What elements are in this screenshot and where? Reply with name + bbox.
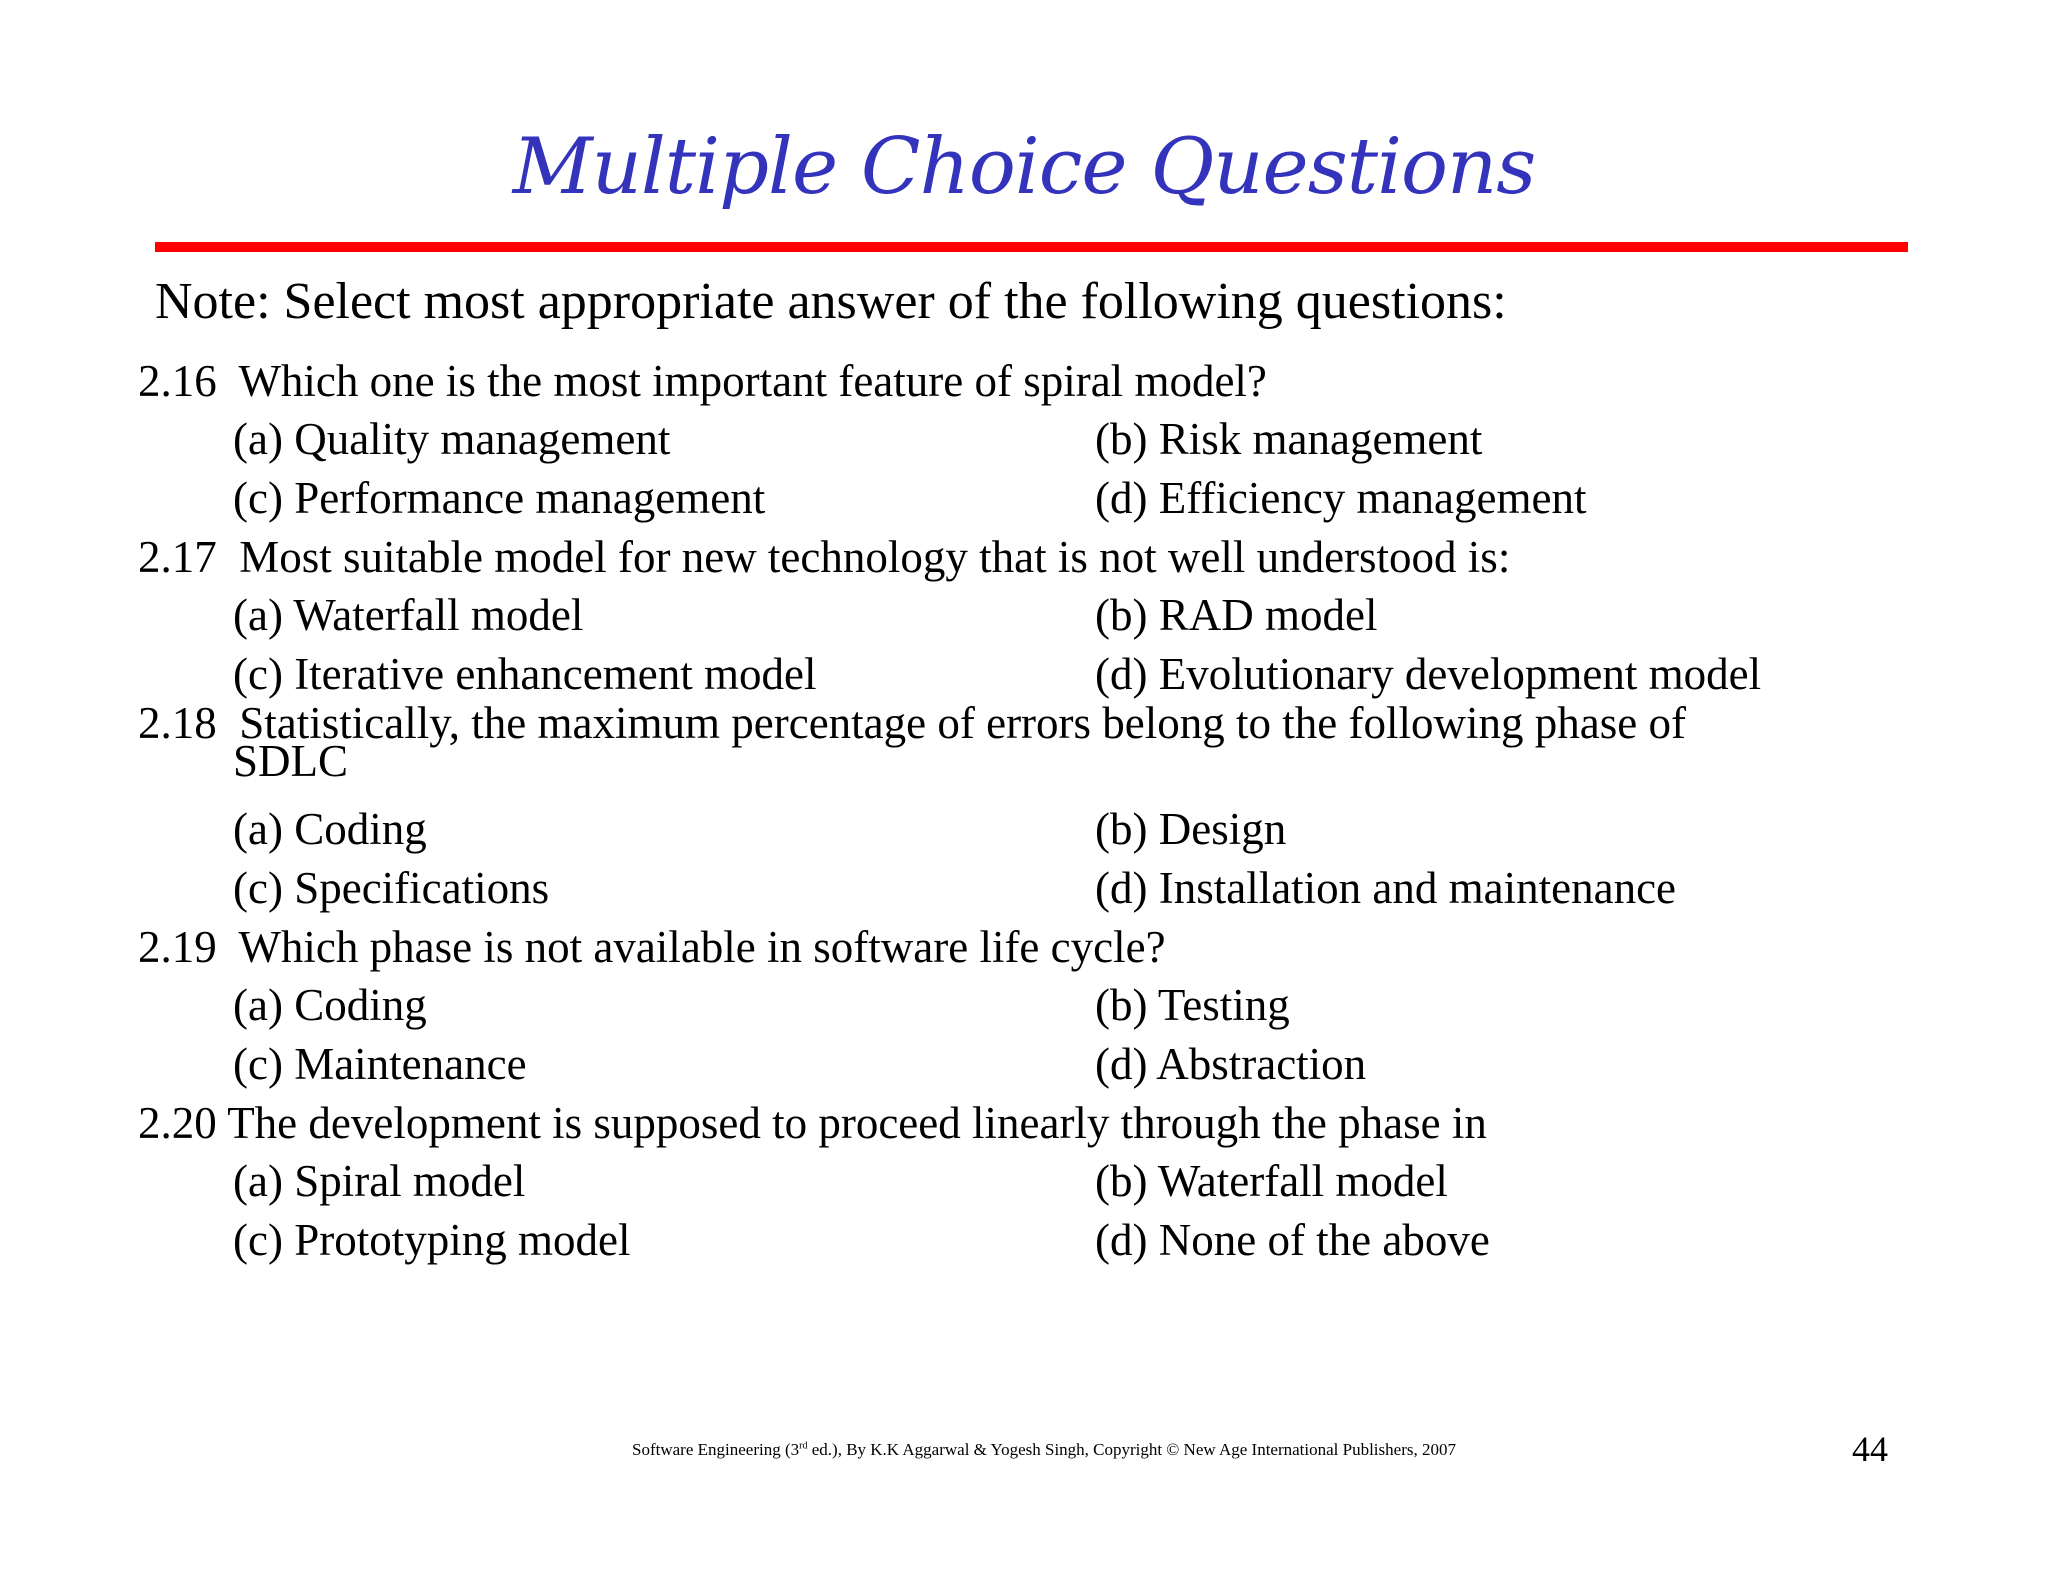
option-a[interactable]: (a) Spiral model [233, 1156, 526, 1206]
options-row [138, 800, 1938, 859]
page-number: 44 [1852, 1429, 1888, 1469]
options-row [138, 645, 1938, 704]
option-a[interactable]: (a) Quality management [233, 414, 671, 464]
option-c[interactable]: (c) Maintenance [233, 1039, 527, 1089]
footer-text: Software Engineering (3 [632, 1440, 800, 1459]
option-d[interactable]: (d) Evolutionary development model [1095, 649, 1762, 699]
question-stem [138, 1094, 1938, 1152]
option-a[interactable]: (a) Coding [233, 804, 427, 854]
question-stem [138, 528, 1938, 586]
question-text: Which one is the most important feature of spiral model? [238, 356, 1267, 406]
option-c[interactable]: (c) Prototyping model [233, 1215, 631, 1265]
options-row [138, 469, 1938, 528]
footer-superscript: rd [799, 1440, 808, 1452]
options-row [138, 1211, 1938, 1270]
option-d[interactable]: (d) Installation and maintenance [1095, 863, 1677, 913]
option-b[interactable]: (b) Waterfall model [1095, 1156, 1448, 1206]
option-b[interactable]: (b) Risk management [1095, 414, 1483, 464]
question-2-16 [138, 352, 1938, 528]
option-b[interactable]: (b) Design [1095, 804, 1287, 854]
question-text: Most suitable model for new technology that is not well understood is: [239, 532, 1511, 582]
option-c[interactable]: (c) Performance management [233, 473, 766, 523]
question-number: 2.17 [138, 532, 217, 582]
title-divider [155, 242, 1908, 252]
question-text-continued: SDLC [233, 736, 349, 786]
question-2-19 [138, 918, 1938, 1094]
options-row [138, 859, 1938, 918]
question-text: Statistically, the maximum percentage of errors belong to the following phase of [239, 698, 1686, 748]
question-stem [138, 352, 1938, 410]
footer-citation [0, 1440, 2048, 1460]
option-d[interactable]: (d) Efficiency management [1095, 473, 1587, 523]
footer-text-rest: ed.), By K.K Aggarwal & Yogesh Singh, Copyright © New Age International Publishers, 2007 [807, 1440, 1456, 1459]
options-row [138, 1152, 1938, 1211]
option-d[interactable]: (d) Abstraction [1095, 1039, 1367, 1089]
question-number: 2.18 [138, 698, 217, 748]
option-b[interactable]: (b) Testing [1095, 980, 1290, 1030]
option-b[interactable]: (b) RAD model [1095, 590, 1378, 640]
question-list [138, 352, 1938, 1270]
question-2-17 [138, 528, 1938, 704]
question-text: Which phase is not available in software life cycle? [238, 922, 1166, 972]
option-a[interactable]: (a) Coding [233, 980, 427, 1030]
question-2-18 [138, 698, 1938, 918]
instruction-note: Note: Select most appropriate answer of the following questions: [155, 273, 1507, 330]
option-d[interactable]: (d) None of the above [1095, 1215, 1490, 1265]
options-row [138, 1035, 1938, 1094]
question-stem [138, 918, 1938, 976]
option-a[interactable]: (a) Waterfall model [233, 590, 584, 640]
options-row [138, 586, 1938, 645]
options-row [138, 410, 1938, 469]
question-text: The development is supposed to proceed linearly through the phase in [227, 1098, 1487, 1148]
question-2-20 [138, 1094, 1938, 1270]
option-c[interactable]: (c) Iterative enhancement model [233, 649, 817, 699]
question-number: 2.16 [138, 356, 217, 406]
question-number: 2.20 [138, 1098, 217, 1148]
question-stem [138, 698, 1938, 800]
option-c[interactable]: (c) Specifications [233, 863, 550, 913]
options-row [138, 976, 1938, 1035]
question-number: 2.19 [138, 922, 217, 972]
slide-title: Multiple Choice Questions [512, 122, 1536, 212]
